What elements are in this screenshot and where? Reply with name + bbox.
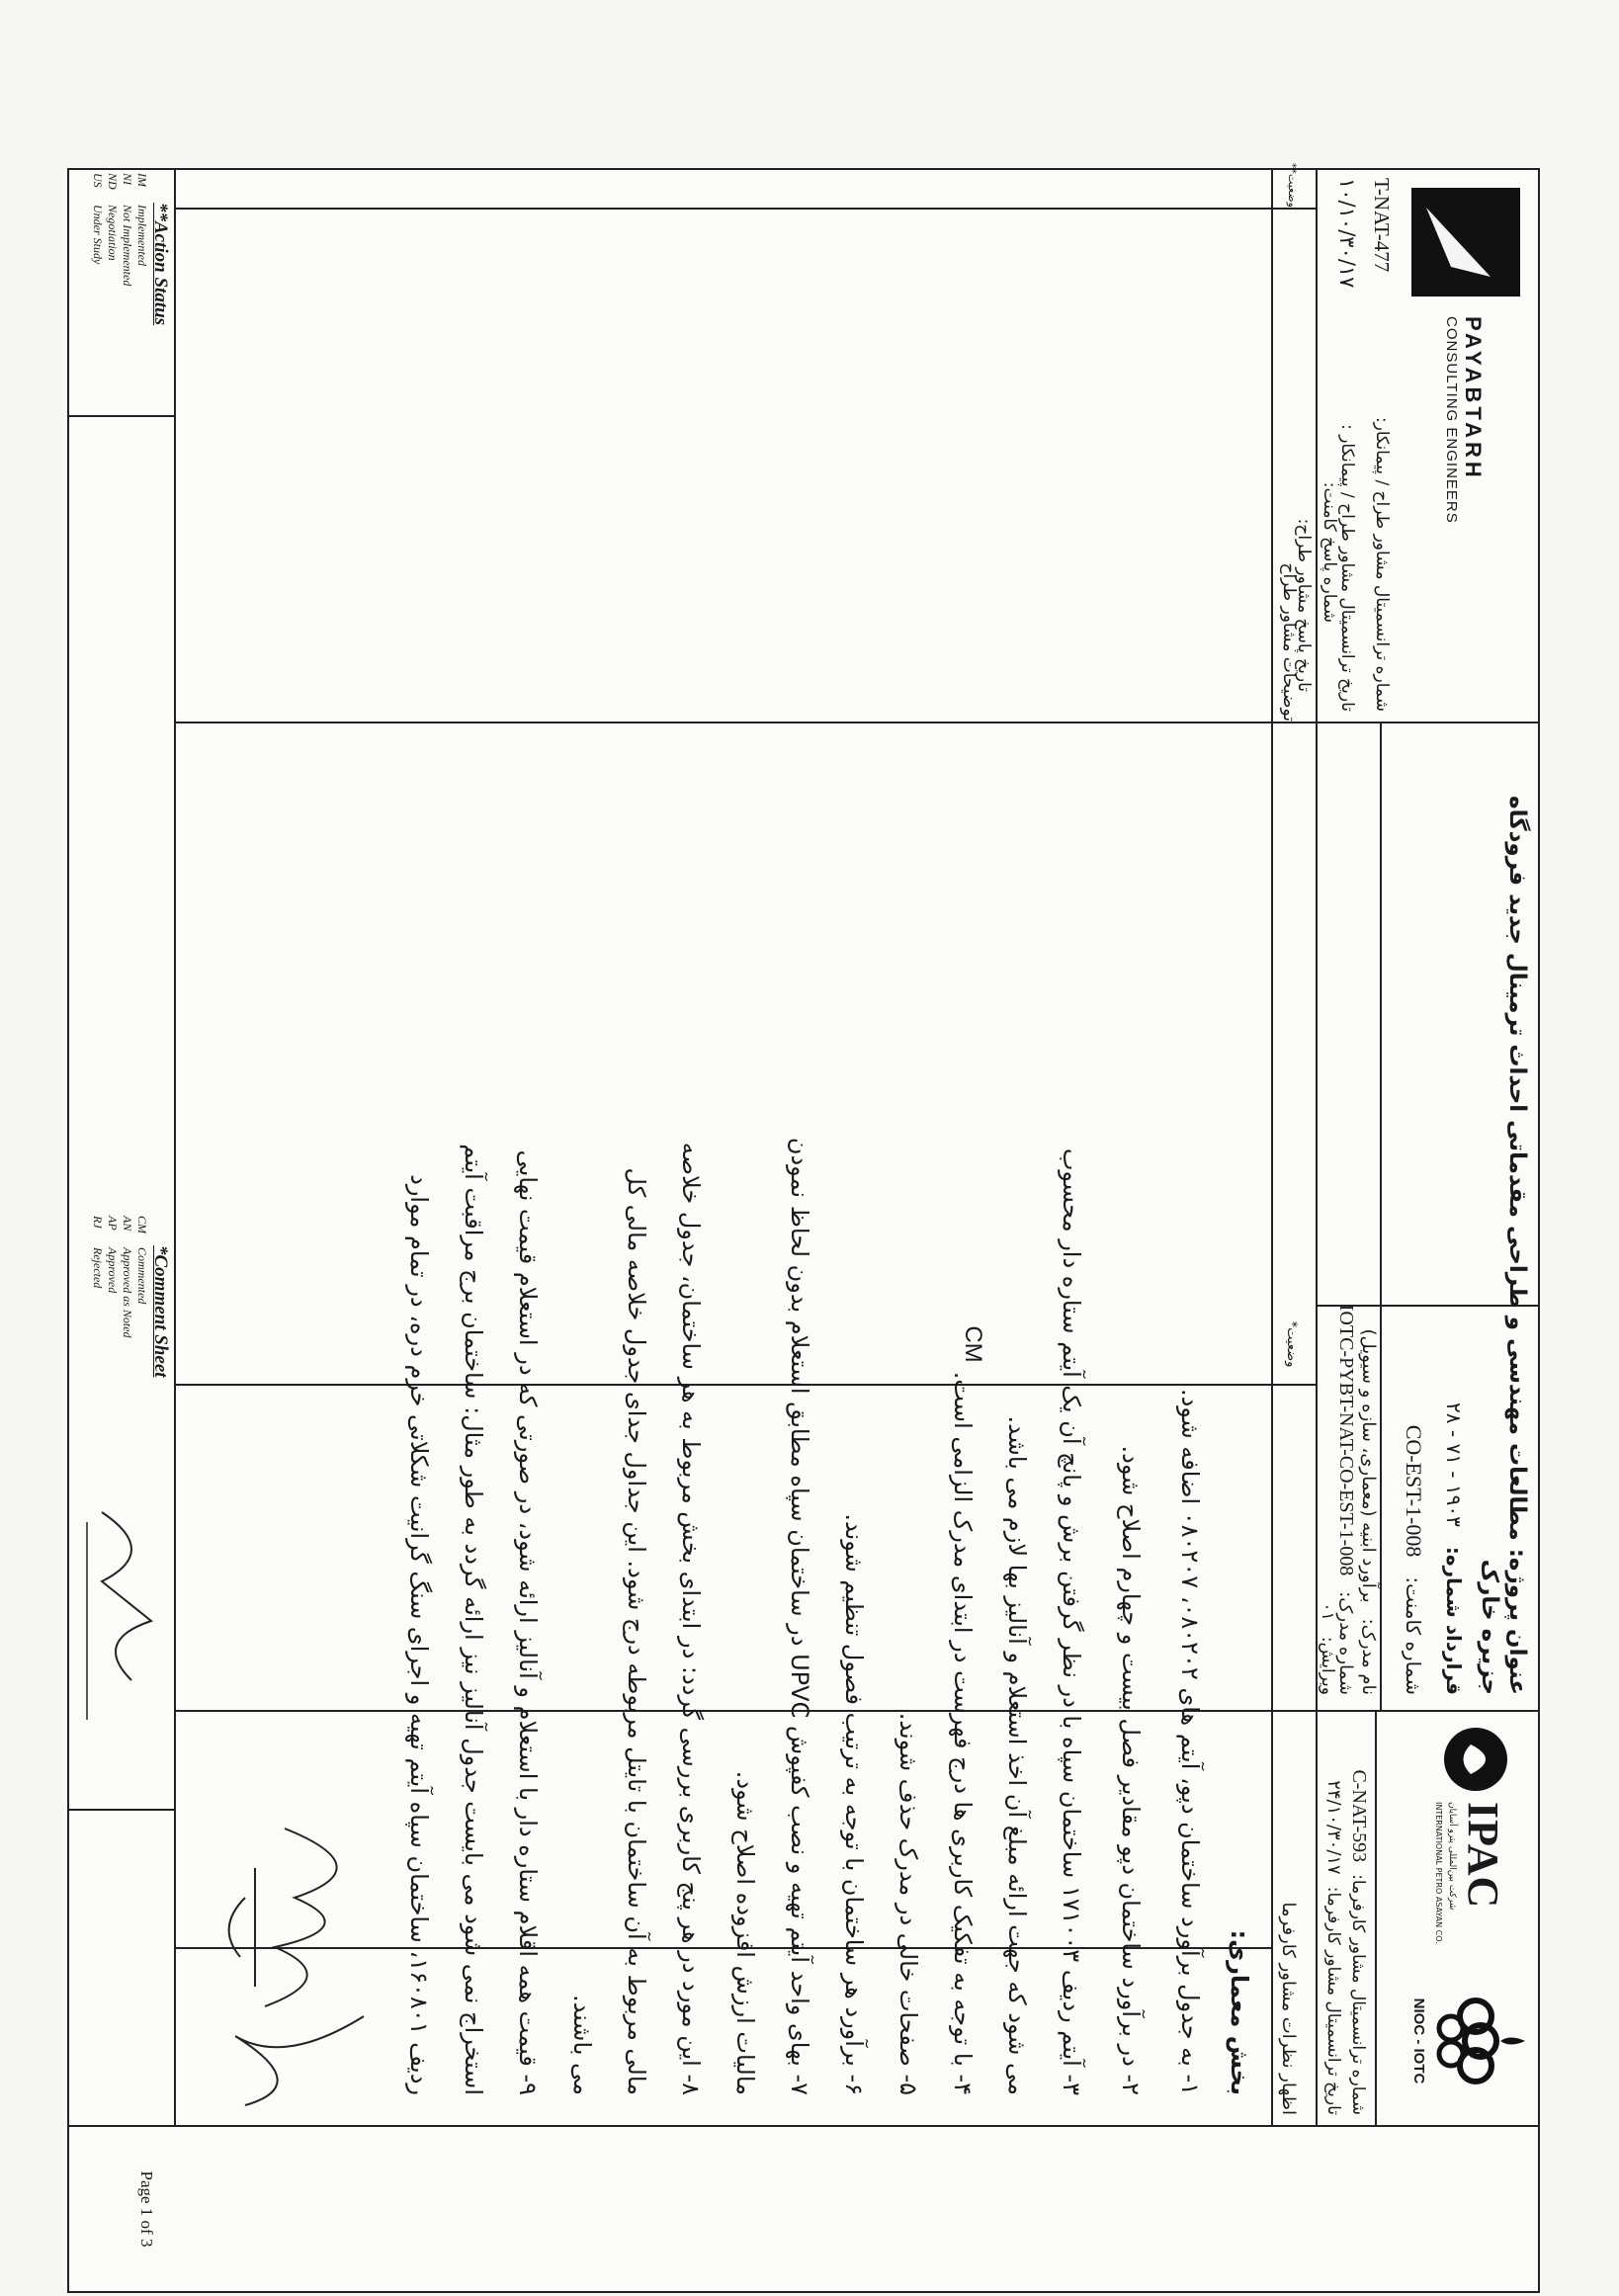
legend-row: IM Implemented <box>135 173 149 266</box>
revision-row: ویرایش: ۰۱ <box>1318 1602 1337 1695</box>
nioc-logo: NIOC - IOTC <box>1392 1972 1530 2110</box>
comment-line: می شود که جهت ارائه مبلغ آن اخذ استعلام و آنالیز بها لازم می باشد. <box>1003 1415 1031 2095</box>
legend-row: US Under Study <box>91 173 105 265</box>
comment-number-row: شماره کامنت: CO-EST-1-008 <box>1402 1424 1426 1695</box>
status-mark: CM <box>960 1325 986 1363</box>
company-subtitle: CONSULTING ENGINEERS <box>1443 316 1460 524</box>
transmittal-row-3: شماره پاسخ کامنت: <box>1320 481 1339 623</box>
document-name-row: نام مدرک: برآورد ابنیه (معماری، سازه و سیویل) <box>1358 1328 1379 1695</box>
action-status-legend <box>72 173 171 410</box>
employer-transmittal-row: شماره ترانسمیتال مشاور کارفرما: C-NAT-593 <box>1348 1769 1370 2115</box>
payabtarh-mark-icon <box>1411 188 1520 297</box>
comment-sheet-page <box>67 162 1540 2293</box>
comment-sheet-title: *Comment Sheet <box>150 1245 171 1378</box>
comment-line: مالیات ارزش افزوده اصلاح شود. <box>731 1770 759 2095</box>
comment-line: ۳- آیتم ردیف ۱۷۱۰۰۳ ساختمان سپاه با در نظر گرفتن برش و پانچ آن یک آیتم ستاره دار محسوب <box>1058 1148 1085 2095</box>
designer-notes-header: توضیحات مشاور طراح <box>1279 562 1299 722</box>
ipac-emblem-icon <box>1441 1725 1510 1794</box>
legend-row: AN Approved as Noted <box>121 1216 134 1338</box>
action-status-title: **Action Status <box>150 203 171 326</box>
legend-row: RJ Rejected <box>91 1216 105 1289</box>
comment-line: استخراج نمی شود می بایست جدول آنالیز نیز ارائه گردد به طور مثال: ساختمان برج مراقبت آیتم <box>460 1144 487 2095</box>
signature-icon <box>206 1809 403 2125</box>
comment-line: می باشند. <box>568 1994 596 2095</box>
company-name: PAYABTARH <box>1461 316 1486 481</box>
comment-line: ۱- به جدول برآورد ساختمان دپو، آیتم های ۰۸۰۲۰۲، ۰۸۰۲۰۷ اضافه شود. <box>1176 1388 1204 2095</box>
comment-line: مالی مربوط به آن ساختمان با تایتل مربوطه درج شود. این جداول جدای جدول خلاصه مالی کل <box>623 1167 650 2095</box>
transmittal-row-4: تاریخ پاسخ مشاور طراح: <box>1294 518 1314 692</box>
legend-row: ND Negotiation <box>106 173 120 261</box>
comment-line: ۸- این مورد در هر پنج کاربری بررسی گردد: در ابتدای بخش مربوط به هر ساختمان، جدول خلاصه <box>677 1142 705 2095</box>
document-number-row: شماره مدرک: IOTC-PYBT-NAT-CO-EST-1-008 <box>1335 1304 1357 1695</box>
section-title: بخش معماری: <box>1226 1929 1253 2095</box>
status-column-header: وضعیت* <box>1284 1320 1299 1368</box>
comment-line: ردیف ۱۶۰۸۰۱، ساختمان سپاه آیتم تهیه و اجرای سنگ گرانیت شکلاتی خرم دره، در تمام موارد <box>405 1174 433 2095</box>
legend-row: AP Approved <box>106 1216 120 1294</box>
initials-icon <box>72 1492 171 1749</box>
legend-row: NI Not Implemented <box>121 173 134 287</box>
transmittal-row-2: تاریخ ترانسمیتال مشاور طراح / پیمانکار : ۱۰/۱۰/۳۰/۱۷ <box>1335 178 1359 712</box>
comment-line: ۷- بهای واحد آیتم تهیه و نصب کفپوش UPVC در ساختمان سپاه مطابق استعلام بدون لحاظ نمودن <box>786 1137 813 2095</box>
contract-row: قرارداد شماره: ۱۹۰۳ - ۷۱ - ۲۸ <box>1442 1403 1466 1695</box>
ipac-logo: IPAC INTERNATIONAL PETRO ASAYAN CO. شرکت بین‌المللی پترو آسایان <box>1411 1725 1520 1952</box>
comment-line: ۵- صفحات خالی در مدرک حذف شوند. <box>895 1712 922 2095</box>
employer-transmittal-date-row: تاریخ ترانسمیتال مشاور کارفرما: ۲۴/۱۰/۳۰/۱۷ <box>1323 1780 1344 2115</box>
comment-line: ۹- قیمت همه اقلام ستاره دار با استعلام و آنالیز ارائه شود، در صورتی که در استعلام قیمت نهایی <box>514 1149 542 2095</box>
action-status-col-header: وضعیت** <box>1286 162 1299 208</box>
legend-row: CM Commented <box>135 1216 149 1305</box>
comment-line: ۴- با توجه به تفکیک کاربری ها درج فهرست در ابتدای مدرک الزامی است. <box>949 1371 977 2095</box>
comment-sheet-legend <box>72 1216 171 1473</box>
comment-line: ۲- در برآورد ساختمان دپو مقادیر فصل بیست و چهارم اصلاح شود. <box>1117 1445 1145 2095</box>
project-title: عنوان پروژه: مطالعات مهندسی و طراحی مقدماتی احداث ترمینال جدید فرودگاه جزیره خارک <box>1477 796 1530 1695</box>
transmittal-row-1: شماره ترانسمیتال مشاور طراح / پیمانکار: T-NAT-477 <box>1370 178 1395 712</box>
page-number: Page 1 of 3 <box>137 2170 156 2248</box>
payabtarh-logo <box>1411 188 1520 297</box>
employer-consultant-opinion-header: اظهار نظرات مشاور کارفرما <box>1278 1902 1299 2115</box>
comment-line: ۶- برآورد هر ساختمان با توجه به ترتیب فصول تنظیم شوند. <box>840 1513 868 2095</box>
nioc-emblem-icon <box>1431 1987 1530 2095</box>
